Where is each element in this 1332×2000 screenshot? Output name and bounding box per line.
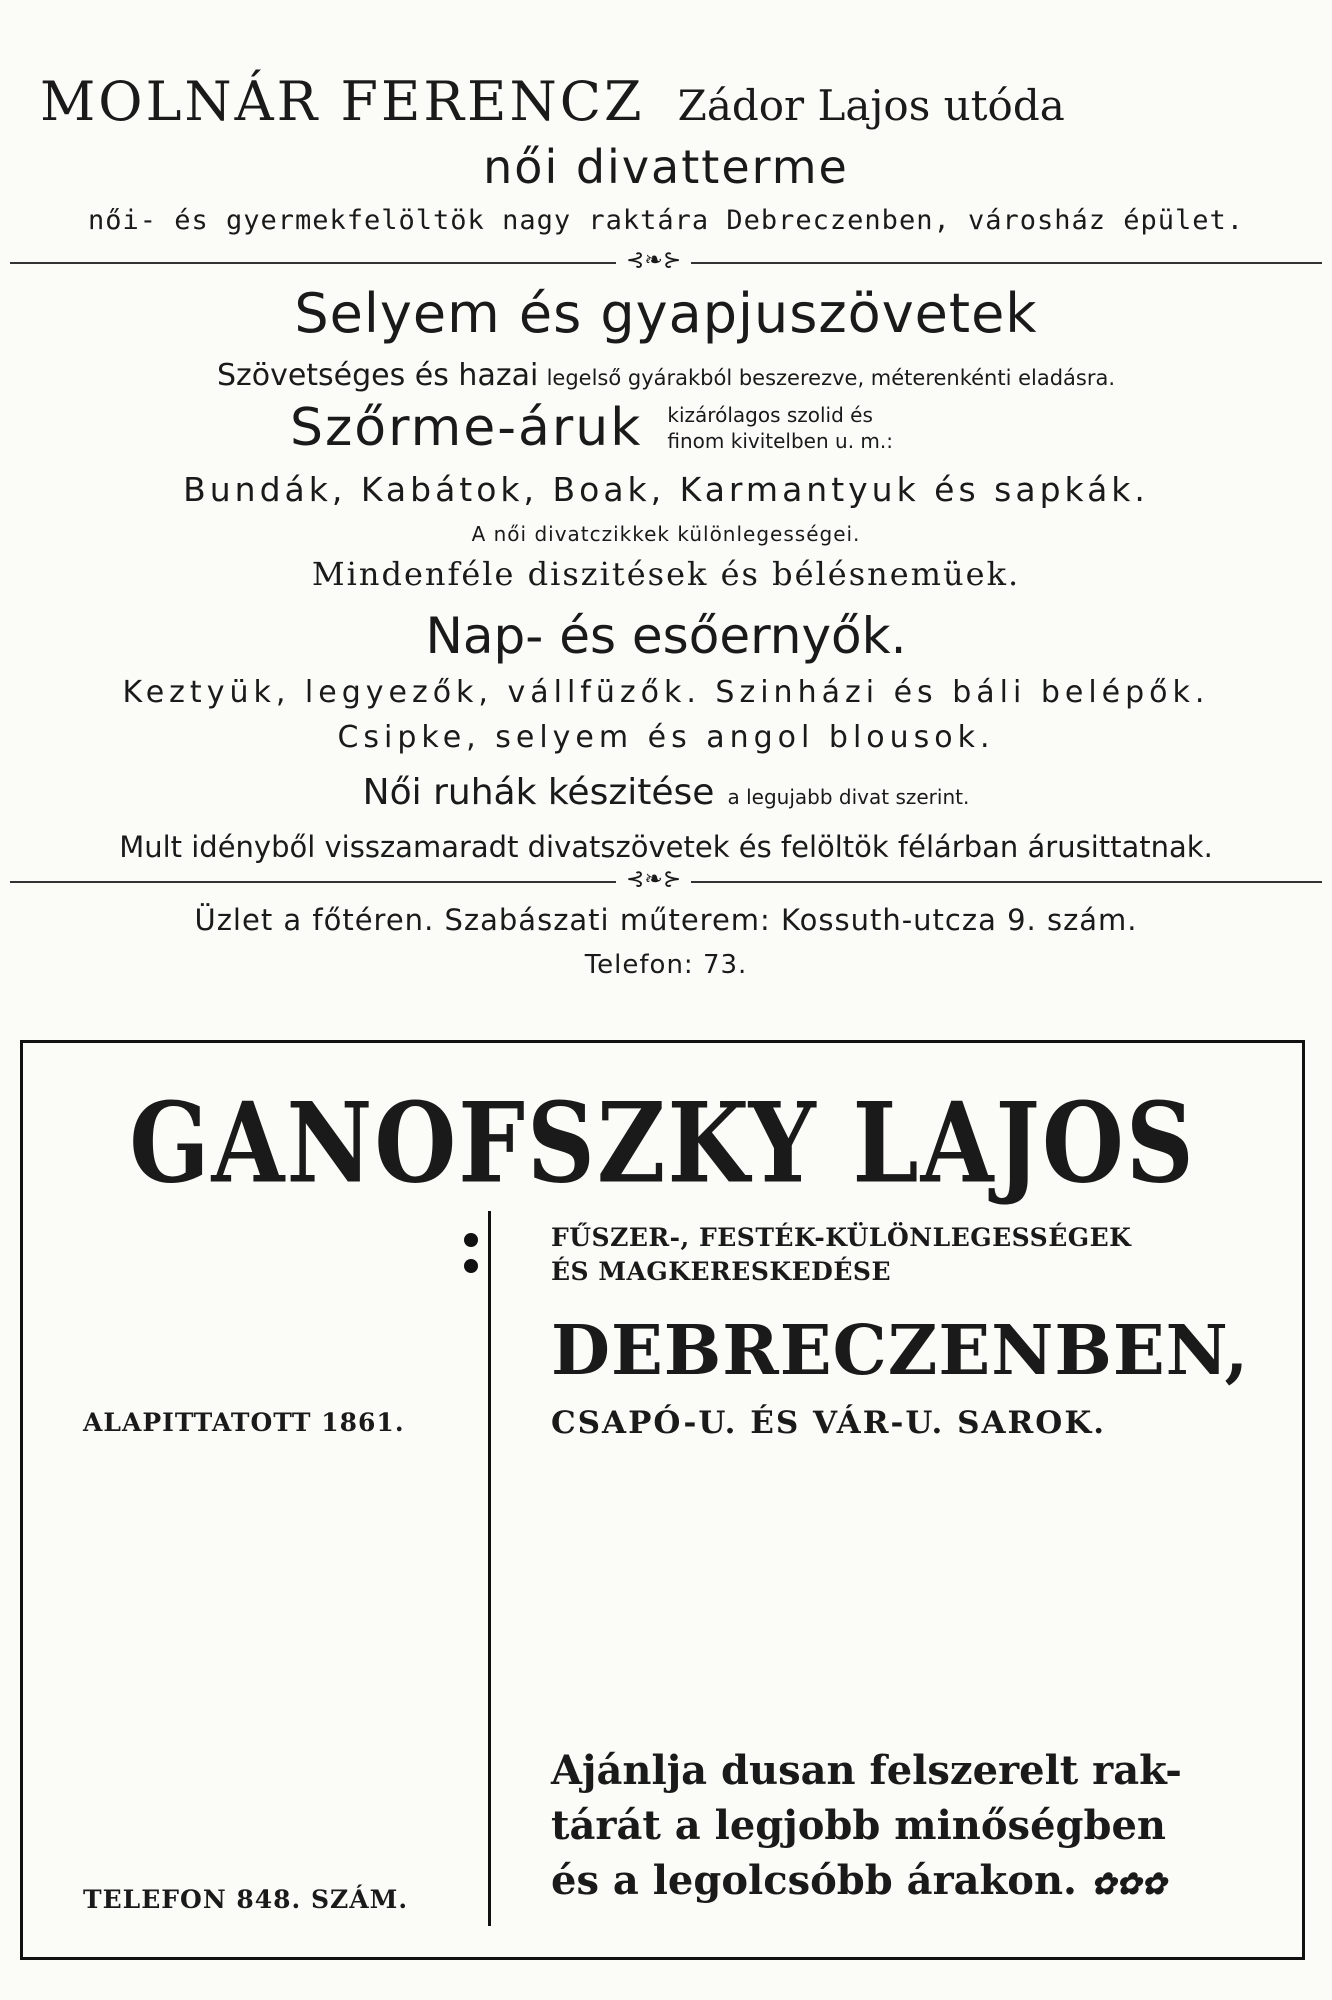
ad2-trade-line-2: ÉS MAGKERESKEDÉSE — [551, 1257, 892, 1286]
shop-phone: Telefon: 73. — [584, 950, 748, 980]
ornament-icon: ✿✿✿ — [1090, 1867, 1167, 1902]
ad2-founded: ALAPITTATOTT 1861. — [83, 1408, 405, 1437]
ad1-shop-name: MOLNÁR FERENCZ — [40, 70, 645, 133]
ad2-corner-address: CSAPÓ-U. ÉS VÁR-U. SAROK. — [551, 1405, 1107, 1441]
furs-note-line-1: kizárólagos szolid és — [667, 403, 873, 427]
ad2-offer-line-1: Ajánlja dusan felszerelt rak- — [551, 1747, 1182, 1794]
furs-note — [667, 402, 893, 454]
ad2-vertical-divider — [488, 1211, 491, 1926]
bottom-divider-ornament: ⊰❧⊱ — [616, 869, 691, 891]
dress-heading: Női ruhák készitése — [362, 772, 715, 813]
last-season-line: Mult idényből visszamaradt divatszövetek és felöltök félárban árusittatnak. — [119, 830, 1213, 864]
lace-line: Csipke, selyem és angol blousok. — [337, 720, 995, 755]
silk-heading: Selyem és gyapjuszövetek — [294, 282, 1038, 345]
ad2-colon-dots — [464, 1233, 478, 1285]
ad2-offer — [551, 1743, 1182, 1912]
gloves-line: Keztyük, legyezők, vállfüzők. Szinházi és báli belépők. — [122, 675, 1210, 710]
dot-icon — [464, 1233, 478, 1247]
dot-icon — [464, 1259, 478, 1273]
ad2-offer-line-2: tárát a legjobb minőségben — [551, 1802, 1166, 1849]
ad2-shop-name: GANOFSZKY LAJOS — [129, 1079, 1196, 1209]
silk-subline — [0, 358, 1332, 393]
ad1-title-row — [40, 70, 1300, 133]
furs-note-line-2: finom kivitelben u. m.: — [667, 429, 893, 453]
furs-heading: Szőrme-áruk — [290, 398, 643, 458]
furs-row — [290, 398, 893, 458]
furs-items: Bundák, Kabátok, Boak, Karmantyuk és sapkák. — [183, 470, 1149, 509]
dress-note: a legujabb divat szerint. — [727, 785, 970, 809]
ad2-telefon: TELEFON 848. SZÁM. — [83, 1885, 409, 1914]
ad1-subtitle: női divatterme — [483, 140, 849, 194]
silk-subline-b: legelső gyárakból beszerezve, méterenkénti eladásra. — [546, 366, 1116, 390]
top-divider-ornament: ⊰❧⊱ — [616, 250, 691, 272]
dress-row — [0, 772, 1332, 813]
ad1-successor: Zádor Lajos utóda — [677, 81, 1065, 130]
silk-subline-a: Szövetséges és hazai — [216, 358, 539, 393]
ad1-tagline: női- és gyermekfelöltök nagy raktára Debreczenben, városház épület. — [87, 205, 1245, 236]
ad2-trade-line-1: FŰSZER-, FESTÉK-KÜLÖNLEGESSÉGEK — [551, 1223, 1132, 1252]
ad2-city: DEBRECZENBEN, — [551, 1311, 1250, 1391]
shop-address: Üzlet a főtéren. Szabászati műterem: Kossuth-utcza 9. szám. — [194, 903, 1138, 937]
umbrellas-heading: Nap- és esőernyők. — [425, 607, 907, 665]
trims-line: Mindenféle diszitések és bélésnemüek. — [311, 555, 1021, 593]
ad2-offer-line-3-row — [551, 1853, 1182, 1912]
novelties-line: A női divatczikkek különlegességei. — [471, 522, 861, 546]
ad2-offer-line-3: és a legolcsóbb árakon. — [551, 1857, 1077, 1904]
ganofszky-ad-box — [20, 1040, 1305, 1960]
ad2-trade — [551, 1221, 1131, 1289]
